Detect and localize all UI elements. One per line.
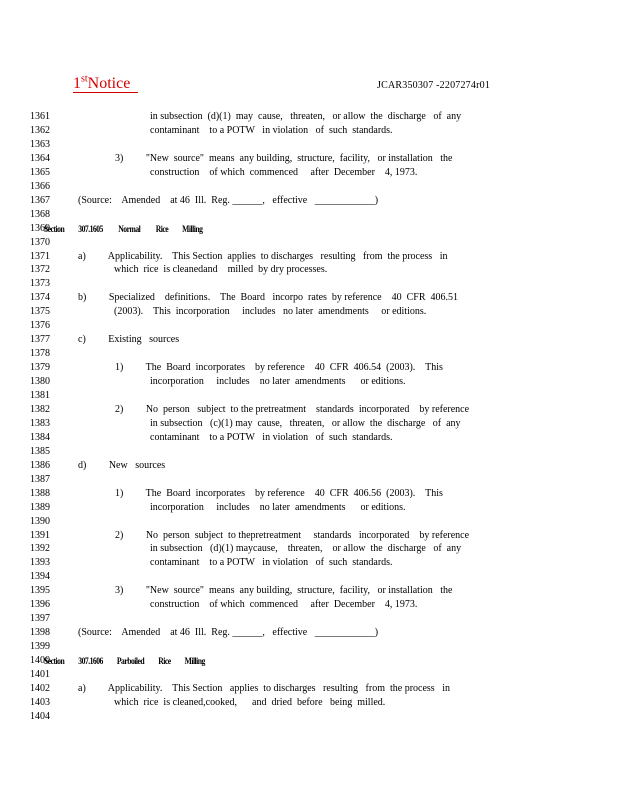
line-number: 1374 <box>30 292 50 304</box>
line-number: 1373 <box>30 278 50 290</box>
line-text: b) Specialized definitions. The Board incorpo rates by reference 40 CFR 406.51 <box>78 292 459 304</box>
document-line <box>30 110 590 124</box>
document-line <box>30 459 590 473</box>
document-line <box>30 124 590 138</box>
document-line <box>30 515 590 529</box>
document-line <box>30 668 590 682</box>
line-number: 1365 <box>30 166 50 178</box>
document-line <box>30 319 590 333</box>
notice-number: 1 <box>73 75 81 92</box>
line-number: 1380 <box>30 376 50 388</box>
line-text: a) Applicability. This Section applies to discharges resulting from the process in <box>78 250 448 262</box>
line-text: contaminant to a POTW in violation of such standards. <box>150 557 393 569</box>
document-line <box>30 542 590 556</box>
document-line <box>30 263 590 277</box>
document-line <box>30 361 590 375</box>
section-heading: Section 307.1606 Parboiled Rice Milling <box>44 656 205 667</box>
line-number: 1366 <box>30 180 50 192</box>
line-number: 1378 <box>30 348 50 360</box>
line-text: 3) "New source" means any building, structure, facility, or installation the <box>115 152 453 164</box>
line-text: c) Existing sources <box>78 334 180 346</box>
document-line <box>30 710 590 724</box>
line-number: 1367 <box>30 194 50 206</box>
line-number: 1387 <box>30 473 50 485</box>
line-number: 1399 <box>30 641 50 653</box>
line-text: 3) "New source" means any building, structure, facility, or installation the <box>115 585 453 597</box>
line-text: 1) The Board incorporates by reference 40 CFR 406.54 (2003). This <box>115 362 443 374</box>
line-text: (Source: Amended at 46 Ill. Reg. ______, effective ____________) <box>78 627 379 639</box>
line-number: 1391 <box>30 529 50 541</box>
line-text: contaminant to a POTW in violation of such standards. <box>150 431 393 443</box>
line-number: 1376 <box>30 320 50 332</box>
line-number: 1395 <box>30 585 50 597</box>
document-line <box>30 347 590 361</box>
document-line <box>30 501 590 515</box>
line-number: 1364 <box>30 152 50 164</box>
line-number: 1394 <box>30 571 50 583</box>
document-line <box>30 640 590 654</box>
document-line <box>30 152 590 166</box>
document-line <box>30 473 590 487</box>
line-number: 1381 <box>30 390 50 401</box>
document-line <box>30 333 590 347</box>
line-text: (2003). This incorporation includes no later amendments or editions. <box>114 306 427 318</box>
section-heading: Section 307.1605 Normal Rice Milling <box>44 223 203 234</box>
line-text: 2) No person subject to the pretreatment standards incorporated by reference <box>115 403 470 415</box>
line-text: in subsection (d)(1) may cause, threaten, or allow the discharge of any <box>150 111 462 122</box>
document-line <box>30 138 590 152</box>
line-number: 1401 <box>30 669 50 680</box>
document-line <box>30 584 590 598</box>
line-number: 1361 <box>30 111 50 122</box>
line-text: 1) The Board incorporates by reference 40 CFR 406.56 (2003). This <box>115 487 443 499</box>
line-number: 1370 <box>30 236 50 248</box>
document-line <box>30 626 590 640</box>
line-number: 1400 <box>30 655 50 667</box>
line-number: 1382 <box>30 403 50 415</box>
line-number: 1363 <box>30 138 50 150</box>
line-text: incorporation includes no later amendments or editions. <box>150 376 406 388</box>
document-line <box>30 236 590 250</box>
line-text: construction of which commenced after December 4, 1973. <box>150 599 418 611</box>
document-line <box>30 180 590 194</box>
notice-ordinal-suffix: st <box>81 73 88 85</box>
line-number: 1379 <box>30 362 50 374</box>
line-number: 1388 <box>30 487 50 499</box>
notice-heading <box>73 75 138 93</box>
line-text: which rice is cleaned,cooked, and dried before being milled. <box>114 696 386 708</box>
document-line <box>30 375 590 389</box>
line-number: 1372 <box>30 264 50 276</box>
document-line <box>30 431 590 445</box>
line-text: d) New sources <box>78 459 166 471</box>
document-line <box>30 291 590 305</box>
line-number: 1404 <box>30 710 50 722</box>
document-line <box>30 654 590 668</box>
line-number: 1402 <box>30 682 50 694</box>
document-line <box>30 277 590 291</box>
document-line <box>30 598 590 612</box>
line-number: 1390 <box>30 515 50 527</box>
notice-word: Notice <box>87 75 131 92</box>
document-line <box>30 612 590 626</box>
line-number: 1385 <box>30 445 50 457</box>
line-number: 1398 <box>30 627 50 639</box>
document-line <box>30 166 590 180</box>
line-text: which rice is cleanedand milled by dry processes. <box>114 264 328 276</box>
document-line <box>30 570 590 584</box>
document-line <box>30 208 590 222</box>
document-line <box>30 222 590 236</box>
document-line <box>30 696 590 710</box>
line-text: a) Applicability. This Section applies to discharges resulting from the process in <box>78 682 450 694</box>
document-line <box>30 194 590 208</box>
line-number: 1403 <box>30 696 50 708</box>
line-number: 1371 <box>30 250 50 262</box>
document-line <box>30 403 590 417</box>
line-number: 1362 <box>30 124 50 136</box>
line-text: incorporation includes no later amendments or editions. <box>150 501 406 513</box>
line-number: 1397 <box>30 613 50 625</box>
line-text: in subsection (d)(1) maycause, threaten, or allow the discharge of any <box>150 543 462 555</box>
document-line <box>30 529 590 543</box>
line-number: 1393 <box>30 557 50 569</box>
line-number: 1368 <box>30 208 50 220</box>
document-line <box>30 445 590 459</box>
document-reference: JCAR350307 -2207274r01 <box>377 80 491 91</box>
line-number: 1369 <box>30 222 50 234</box>
line-text: (Source: Amended at 46 Ill. Reg. ______, effective ____________) <box>78 194 379 206</box>
document-line <box>30 556 590 570</box>
line-text: 2) No person subject to thepretreatment standards incorporated by reference <box>115 529 470 541</box>
document-line <box>30 305 590 319</box>
document-line <box>30 487 590 501</box>
line-number: 1386 <box>30 459 50 471</box>
line-number: 1389 <box>30 501 50 513</box>
document-line <box>30 250 590 264</box>
line-number: 1375 <box>30 306 50 318</box>
line-text: construction of which commenced after December 4, 1973. <box>150 166 418 178</box>
line-number: 1392 <box>30 543 50 555</box>
line-text: contaminant to a POTW in violation of such standards. <box>150 124 393 136</box>
line-number: 1383 <box>30 417 50 429</box>
line-number: 1377 <box>30 334 50 346</box>
line-number: 1396 <box>30 599 50 611</box>
document-line <box>30 389 590 403</box>
document-line <box>30 417 590 431</box>
line-number: 1384 <box>30 431 50 443</box>
line-text: in subsection (c)(1) may cause, threaten, or allow the discharge of any <box>150 417 461 429</box>
document-line <box>30 682 590 696</box>
